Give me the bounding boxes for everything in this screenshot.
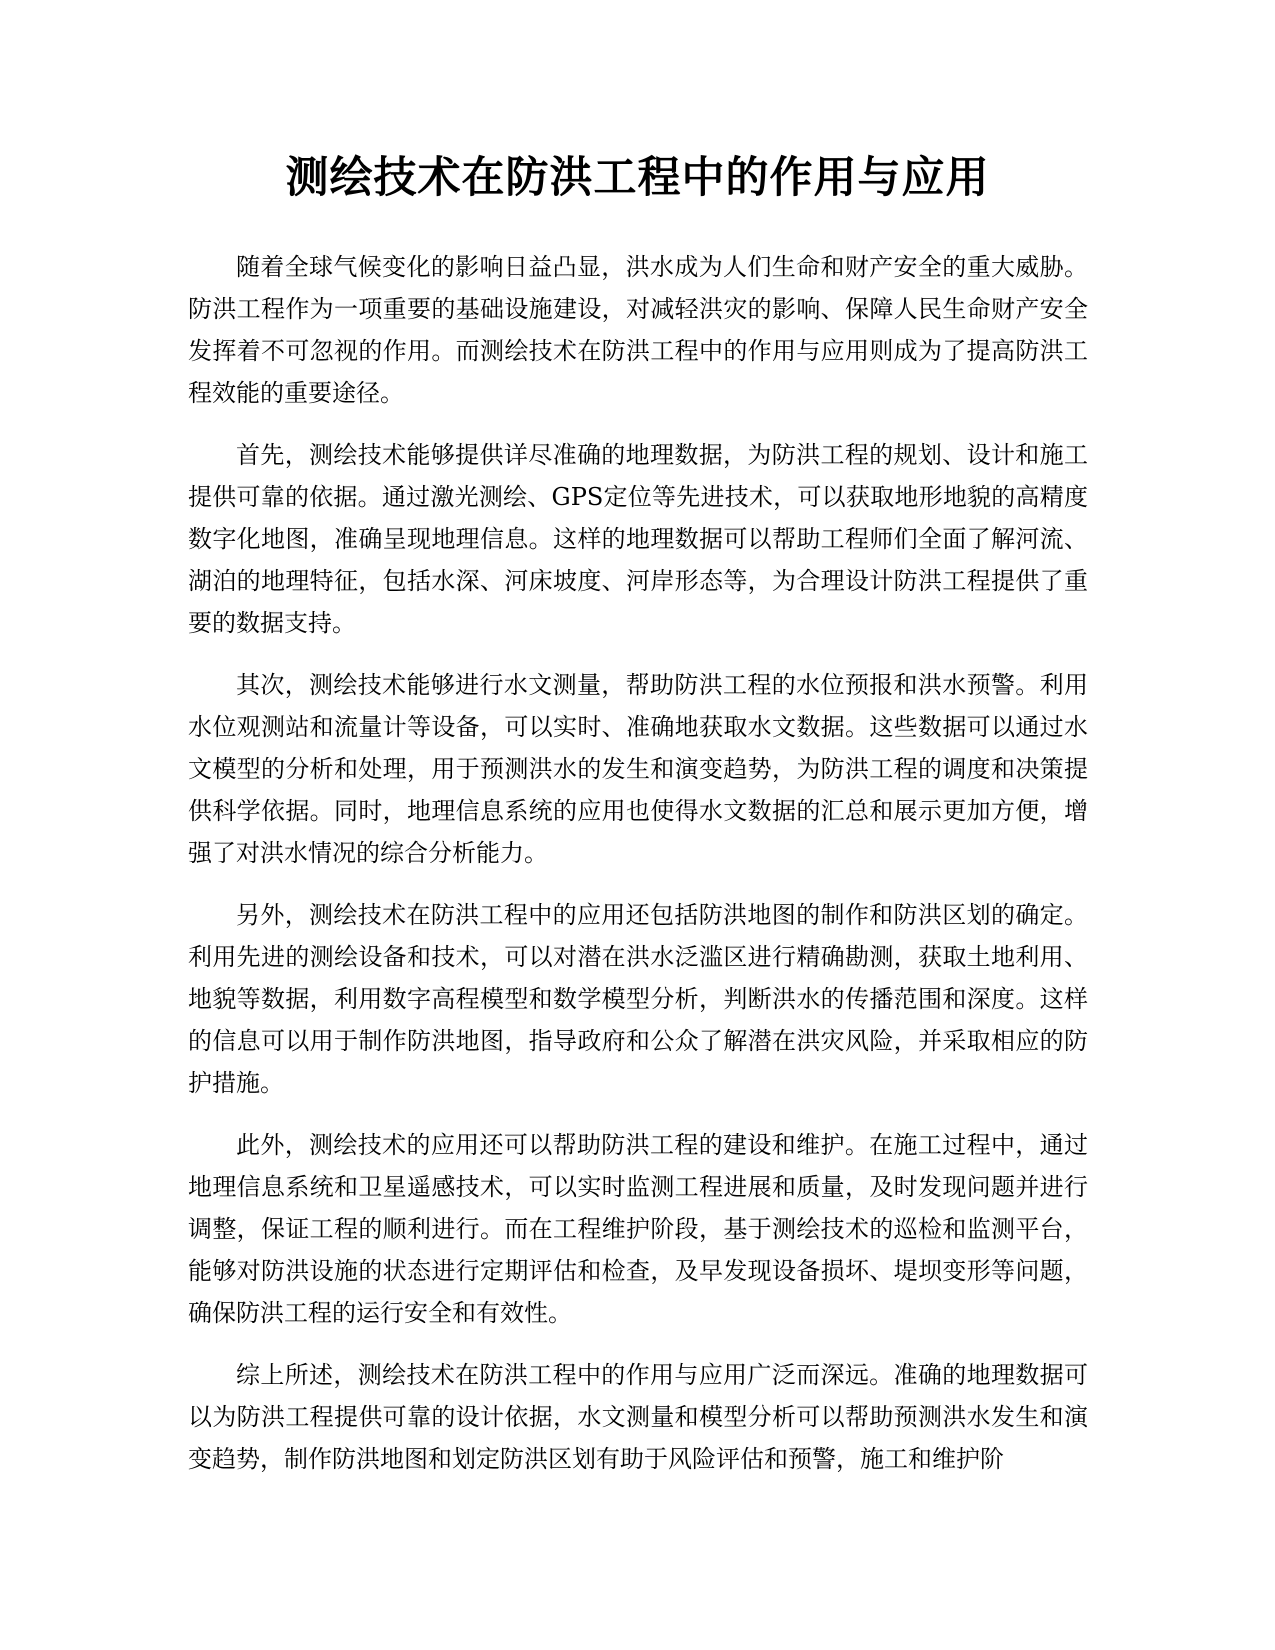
document-title: 测绘技术在防洪工程中的作用与应用 xyxy=(285,153,990,203)
paragraph-summary: 综上所述，测绘技术在防洪工程中的作用与应用广泛而深远。准确的地理数据可以为防洪工程提供可靠的设计依据，水文测量和模型分析可以帮助预测洪水发生和演变趋势，制作防洪地图和划定防洪区划有助于风险评估和预警，施工和维护阶 xyxy=(188,1361,1088,1473)
paragraph-first: 首先，测绘技术能够提供详尽准确的地理数据，为防洪工程的规划、设计和施工提供可靠的依据。通过激光测绘、GPS定位等先进技术，可以获取地形地貌的高精度数字化地图，准确呈现地理信息。这样的地理数据可以帮助工程师们全面了解河流、湖泊的地理特征，包括水深、河床坡度、河岸形态等，为合理设计防洪工程提供了重要的数据支持。 xyxy=(188,441,1088,637)
paragraph-intro: 随着全球气候变化的影响日益凸显，洪水成为人们生命和财产安全的重大威胁。防洪工程作为一项重要的基础设施建设，对减轻洪灾的影响、保障人民生命财产安全发挥着不可忽视的作用。而测绘技术在防洪工程中的作用与应用则成为了提高防洪工程效能的重要途径。 xyxy=(188,253,1088,407)
document-body xyxy=(188,246,1088,1500)
paragraph-besides: 此外，测绘技术的应用还可以帮助防洪工程的建设和维护。在施工过程中，通过地理信息系统和卫星遥感技术，可以实时监测工程进展和质量，及时发现问题并进行调整，保证工程的顺利进行。而在工程维护阶段，基于测绘技术的巡检和监测平台，能够对防洪设施的状态进行定期评估和检查，及早发现设备损坏、堤坝变形等问题，确保防洪工程的运行安全和有效性。 xyxy=(188,1131,1088,1327)
paragraph-second: 其次，测绘技术能够进行水文测量，帮助防洪工程的水位预报和洪水预警。利用水位观测站和流量计等设备，可以实时、准确地获取水文数据。这些数据可以通过水文模型的分析和处理，用于预测洪水的发生和演变趋势，为防洪工程的调度和决策提供科学依据。同时，地理信息系统的应用也使得水文数据的汇总和展示更加方便，增强了对洪水情况的综合分析能力。 xyxy=(188,671,1088,867)
paragraph-another: 另外，测绘技术在防洪工程中的应用还包括防洪地图的制作和防洪区划的确定。利用先进的测绘设备和技术，可以对潜在洪水泛滥区进行精确勘测，获取土地利用、地貌等数据，利用数字高程模型和数学模型分析，判断洪水的传播范围和深度。这样的信息可以用于制作防洪地图，指导政府和公众了解潜在洪灾风险，并采取相应的防护措施。 xyxy=(188,901,1088,1097)
